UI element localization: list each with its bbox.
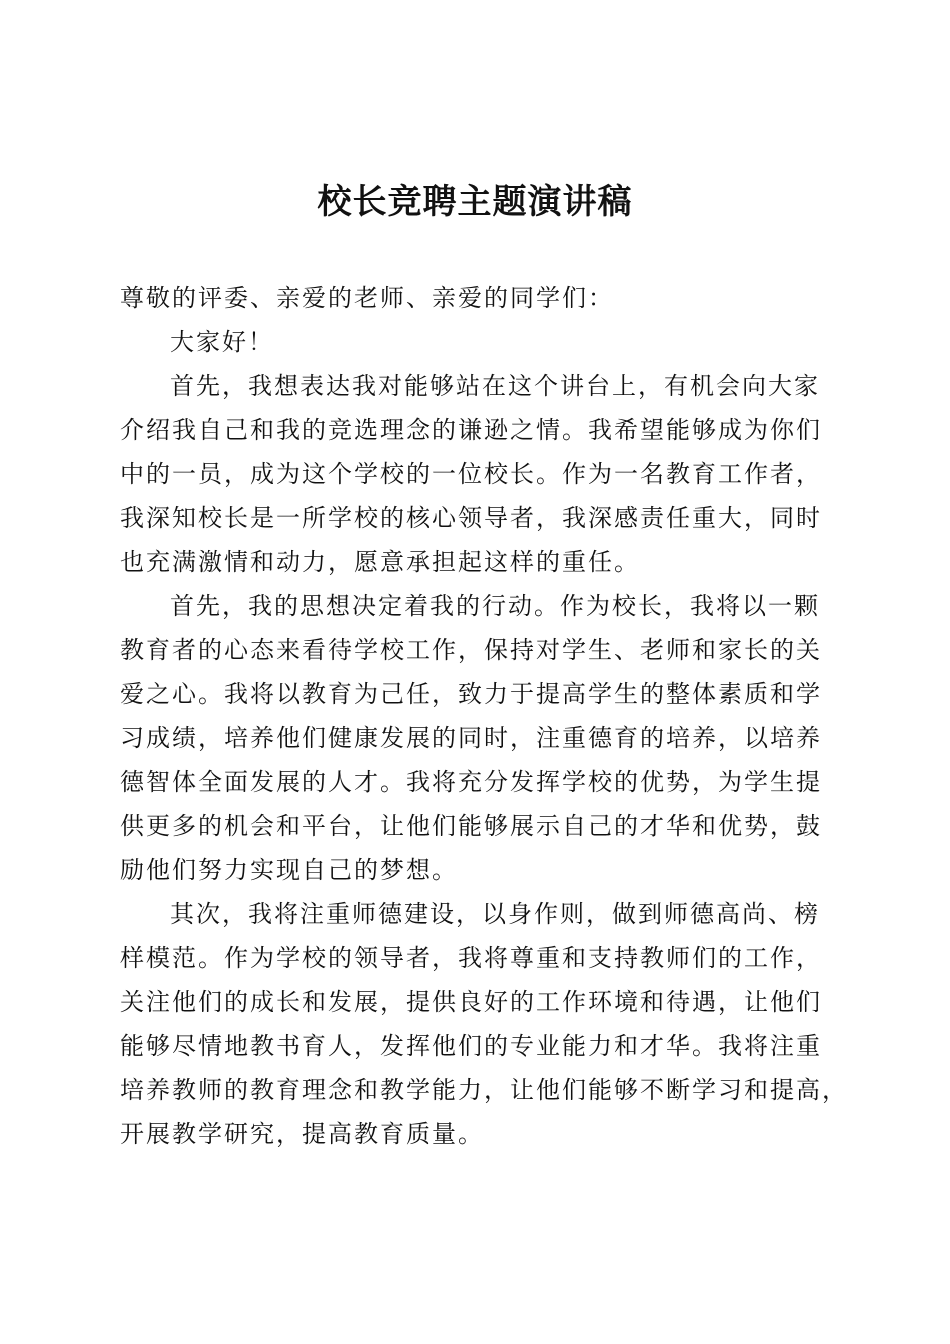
paragraph-line: 习成绩，培养他们健康发展的同时，注重德育的培养，以培养 — [120, 724, 822, 752]
paragraph-line: 德智体全面发展的人才。我将充分发挥学校的优势，为学生提 — [120, 768, 822, 796]
greeting: 大家好！ — [170, 328, 274, 356]
paragraph-line: 供更多的机会和平台，让他们能够展示自己的才华和优势，鼓 — [120, 812, 822, 840]
paragraph-line: 开展教学研究，提高教育质量。 — [120, 1120, 484, 1148]
paragraph-line: 培养教师的教育理念和教学能力，让他们能够不断学习和提高， — [120, 1076, 848, 1104]
paragraph-line: 介绍我自己和我的竞选理念的谦逊之情。我希望能够成为你们 — [120, 416, 822, 444]
paragraph-line: 励他们努力实现自己的梦想。 — [120, 856, 458, 884]
paragraph-line: 关注他们的成长和发展，提供良好的工作环境和待遇，让他们 — [120, 988, 822, 1016]
paragraph — [120, 584, 836, 892]
paragraph — [120, 364, 836, 584]
paragraph-line: 能够尽情地教书育人，发挥他们的专业能力和才华。我将注重 — [120, 1032, 822, 1060]
paragraph-line: 爱之心。我将以教育为己任，致力于提高学生的整体素质和学 — [120, 680, 822, 708]
paragraph-line: 教育者的心态来看待学校工作，保持对学生、老师和家长的关 — [120, 636, 822, 664]
document-body — [120, 276, 848, 1156]
paragraph-line: 其次，我将注重师德建设，以身作则，做到师德高尚、榜 — [170, 900, 820, 928]
paragraph-line: 样模范。作为学校的领导者，我将尊重和支持教师们的工作， — [120, 944, 822, 972]
paragraph-line: 首先，我的思想决定着我的行动。作为校长，我将以一颗 — [170, 592, 820, 620]
paragraph — [120, 892, 848, 1156]
paragraph-line: 首先，我想表达我对能够站在这个讲台上，有机会向大家 — [170, 372, 820, 400]
paragraph-line: 中的一员，成为这个学校的一位校长。作为一名教育工作者， — [120, 460, 822, 488]
paragraph-line: 我深知校长是一所学校的核心领导者，我深感责任重大，同时 — [120, 504, 822, 532]
salutation: 尊敬的评委、亲爱的老师、亲爱的同学们： — [120, 284, 614, 312]
document-title: 校长竞聘主题演讲稿 — [317, 182, 633, 222]
paragraph-line: 也充满激情和动力，愿意承担起这样的重任。 — [120, 548, 640, 576]
